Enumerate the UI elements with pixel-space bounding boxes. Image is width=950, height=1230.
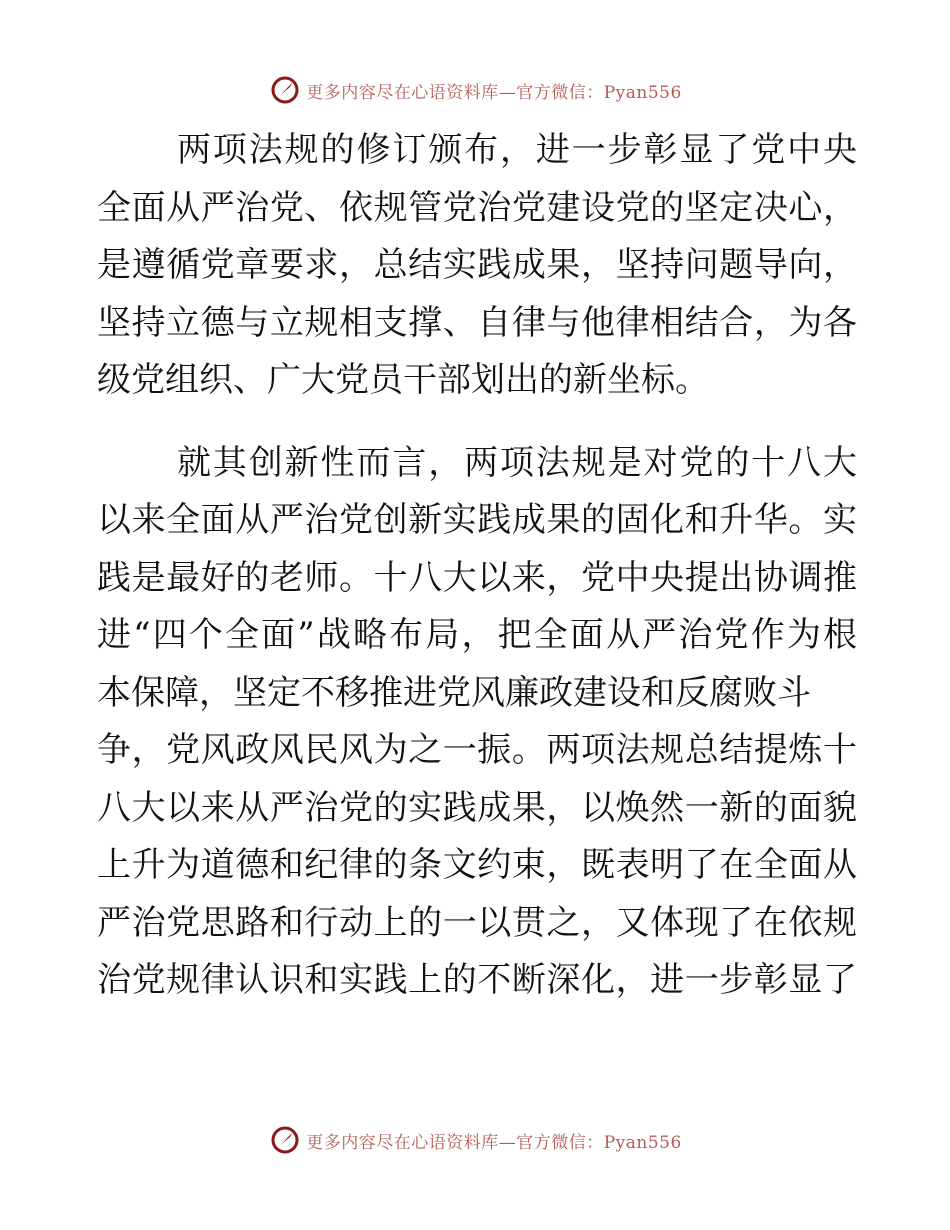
paragraph-2 bbox=[97, 435, 857, 1010]
footer-banner-text: 更多内容尽在心语资料库—官方微信：Pyan556 bbox=[306, 1132, 682, 1153]
text-line: 上升为道德和纪律的条文约束，既表明了在全面从 bbox=[97, 845, 857, 885]
header-banner-text: 更多内容尽在心语资料库—官方微信：Pyan556 bbox=[306, 82, 682, 103]
text-line: 坚持立德与立规相支撑、自律与他律相结合，为各 bbox=[97, 302, 857, 343]
text-line: 争，党风政风民风为之一振。两项法规总结提炼十 bbox=[97, 730, 857, 770]
header-banner bbox=[0, 70, 950, 110]
text-line: 治党规律认识和实践上的不断深化，进一步彰显了 bbox=[97, 960, 857, 1000]
text-line: 本保障，坚定不移推进党风廉政建设和反腐败斗 bbox=[97, 672, 811, 713]
text-line: 进“四个全面”战略布局，把全面从严治党作为根 bbox=[97, 615, 857, 655]
text-line: 践是最好的老师。十八大以来，党中央提出协调推 bbox=[97, 557, 857, 598]
footer-banner bbox=[0, 1120, 950, 1160]
document-body bbox=[97, 122, 857, 1010]
quill-in-circle-icon bbox=[268, 73, 302, 107]
text-line: 级党组织、广大党员干部划出的新坐标。 bbox=[97, 360, 709, 400]
text-line: 是遵循党章要求，总结实践成果，坚持问题导向， bbox=[97, 245, 857, 285]
text-line: 就其创新性而言，两项法规是对党的十八大 bbox=[177, 442, 857, 483]
text-line: 全面从严治党、依规管党治党建设党的坚定决心， bbox=[97, 187, 857, 228]
paragraph-1 bbox=[97, 122, 857, 410]
text-line: 严治党思路和行动上的一以贯之，又体现了在依规 bbox=[97, 902, 857, 943]
text-line: 两项法规的修订颁布，进一步彰显了党中央 bbox=[177, 130, 857, 170]
text-line: 八大以来从严治党的实践成果，以焕然一新的面貌 bbox=[97, 787, 857, 828]
text-line: 以来全面从严治党创新实践成果的固化和升华。实 bbox=[97, 500, 857, 540]
quill-in-circle-icon bbox=[268, 1123, 302, 1157]
